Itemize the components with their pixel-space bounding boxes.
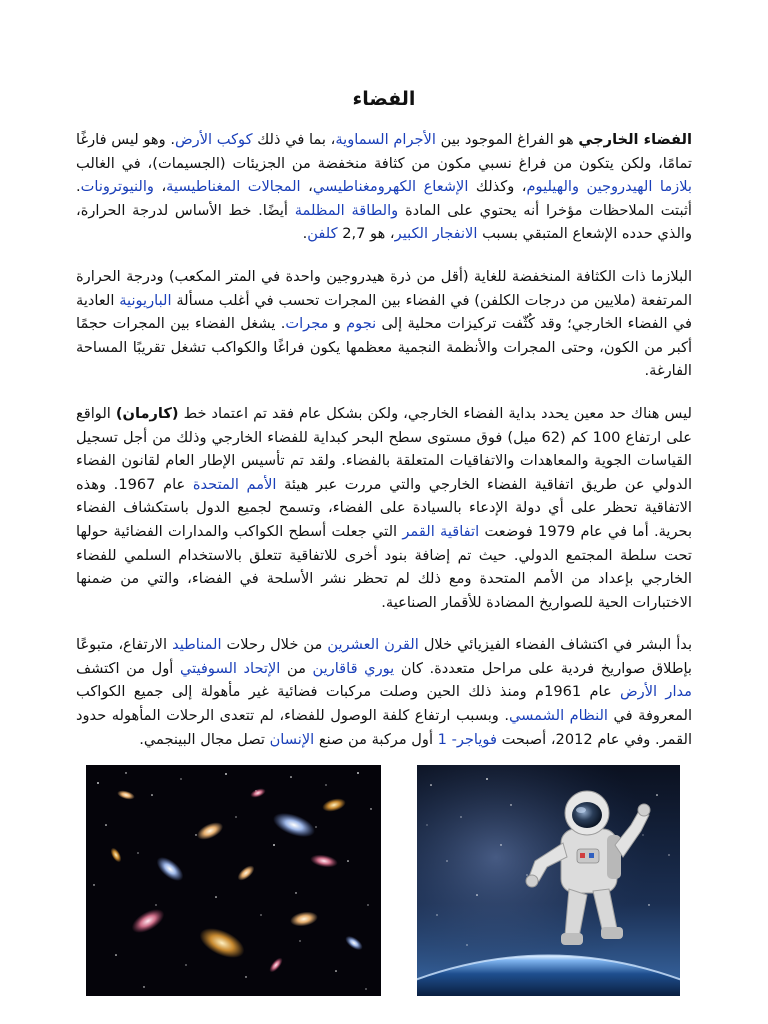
term-bold: الفضاء الخارجي xyxy=(578,131,692,148)
term-karman: (كارمان) xyxy=(115,404,179,422)
text: هو الفراغ الموجود بين xyxy=(435,131,579,148)
link-em-radiation[interactable]: الإشعاع الكهرومغناطيسي xyxy=(312,178,469,196)
text: من xyxy=(280,659,313,677)
text: من خلال رحلات xyxy=(221,636,328,654)
link-gagarin[interactable]: يوري قاقارين xyxy=(312,659,395,677)
galaxies-illustration xyxy=(86,765,381,996)
link-earth-orbit[interactable]: مدار الأرض xyxy=(620,683,692,701)
text: ليس هناك حد معين يحدد بداية الفضاء الخارجي، ولكن بشكل عام فقد تم اعتماد خط xyxy=(178,404,693,422)
link-soviet-union[interactable]: الإتحاد السوفيتي xyxy=(179,659,281,677)
text: ، هو 2,7 xyxy=(337,225,395,243)
article-body xyxy=(76,128,692,770)
text: ، xyxy=(153,178,167,196)
text: أيضًا. خط الأساس لدرجة الحرارة، والذي حدده الإشعاع المتبقي بسبب xyxy=(76,201,692,243)
link-united-nations[interactable]: الأمم المتحدة xyxy=(192,475,277,493)
text: العادية في الفضاء الخارجي؛ وقد كُثّفت تركيزات محلية إلى xyxy=(76,291,692,333)
link-stars[interactable]: نجوم xyxy=(346,315,377,333)
page-title: الفضاء xyxy=(352,88,416,110)
text: أول مركبة من صنع xyxy=(314,730,438,748)
text: ، وكذلك xyxy=(468,178,527,196)
paragraph-3 xyxy=(76,402,692,614)
astronaut-photo xyxy=(417,765,680,996)
astronaut-illustration xyxy=(417,765,680,996)
link-20th-century[interactable]: القرن العشرين xyxy=(327,636,419,654)
link-plasma[interactable]: بلازما الهيدروجين والهيليوم xyxy=(526,178,692,196)
link-moon-agreement[interactable]: اتفاقية القمر xyxy=(402,522,480,540)
link-baryonic[interactable]: الباريونية xyxy=(119,291,172,309)
paragraph-2 xyxy=(76,265,692,383)
link-galaxies[interactable]: مجرات xyxy=(285,315,329,333)
text: . xyxy=(302,225,308,243)
text: و xyxy=(328,315,347,333)
text: ، بما في ذلك xyxy=(252,131,336,148)
link-neutrons[interactable]: والنيوترونات xyxy=(80,178,154,196)
galaxies-photo xyxy=(86,765,381,996)
text: . وهو ليس فارغًا تمامًا، ولكن يتكون من فراغ نسبي مكون من كثافة منخفضة من الجزيئات (الجسيمات)، في الغالب xyxy=(76,131,692,172)
text: التي جعلت أسطح الكواكب والمدارات الفضائية حولها تحت سلطة المجتمع الدولي. حيث تم إضافة بنود أخرى للاتفاقية تتعلق بالاستخدام السلمي للفضاء الخارجي بإعداد من الأمم المتحدة ومع ذلك لم تحظر نشر الأسلحة في الفضاء، والتي من ضمنها الاختبارات الحية للصواريخ المضادة للأقمار الصناعية. xyxy=(76,522,692,611)
text: . أثبتت الملاحظات مؤخرا أنه يحتوي على المادة xyxy=(76,178,692,219)
paragraph-4 xyxy=(76,633,692,751)
link-dark-energy[interactable]: والطاقة المظلمة xyxy=(294,201,399,219)
link-human[interactable]: الإنسان xyxy=(269,730,315,748)
text: البلازما ذات الكثافة المنخفضة للغاية (أقل من ذرة هيدروجين واحدة في المتر المكعب) ودرجة الحرارة المرتفعة (ملايين من درجات الكلفن) في الفضاء بين المجرات تحسب في أغلب مسألة xyxy=(76,267,692,309)
text: تصل مجال البينجمي. xyxy=(139,730,270,748)
link-celestial-bodies[interactable]: الأجرام السماوية xyxy=(335,131,436,148)
text: ، xyxy=(300,178,313,196)
text: . يشغل الفضاء بين المجرات حجمًا أكبر من الكون، وحتى المجرات والأنظمة النجمية معظمها يكون فراغًا والكواكب تشغل تقريبًا المساحة الفارغة. xyxy=(76,315,692,380)
link-balloons[interactable]: المناطيد xyxy=(172,636,222,654)
link-earth[interactable]: كوكب الأرض xyxy=(175,131,253,148)
text: عام 1961م ومنذ ذلك الحين وصلت مركبات فضائية غير مأهولة إلى جميع الكواكب المعروفة في xyxy=(76,683,693,725)
text: الارتفاع، متبوعًا بإطلاق صواريخ فردية على مراحل متعددة. كان xyxy=(76,636,692,677)
link-solar-system[interactable]: النظام الشمسي xyxy=(508,707,608,725)
text: أول من اكتشف xyxy=(76,659,180,677)
text: بدأ البشر في اكتشاف الفضاء الفيزيائي خلال xyxy=(418,636,693,654)
text: . وبسبب ارتفاع كلفة الوصول للفضاء، لم تتعدى الرحلات المأهوله حدود القمر. وفي عام 2012، أصبحت xyxy=(76,707,692,748)
paragraph-1 xyxy=(76,128,692,246)
text: الواقع على ارتفاع 100 كم (62 ميل) فوق مستوى سطح البحر كبداية للفضاء الخارجي وذلك من أجل تسجيل القياسات الجوية والمعاهدات والاتفاقيات المتعلقة بالفضاء. ولقد تم تأسيس الإطار العام لقانون الفضاء الدولي عن طريق اتفاقية الفضاء الخارجي والتي مررت عبر هيئة xyxy=(76,404,693,493)
link-big-bang[interactable]: الانفجار الكبير xyxy=(394,225,478,243)
link-kelvin[interactable]: كلفن xyxy=(307,225,338,243)
link-magnetic-fields[interactable]: المجالات المغناطيسية xyxy=(166,178,301,196)
link-voyager-1[interactable]: فوياجر- 1 xyxy=(437,730,497,748)
text: عام 1967. وهذه الاتفاقية تحظر على أي دولة الإدعاء بالسيادة على الفضاء، وتسمح لجميع الدول باستكشاف الفضاء بحرية. أما في عام 1979 فوضعت xyxy=(76,475,693,540)
